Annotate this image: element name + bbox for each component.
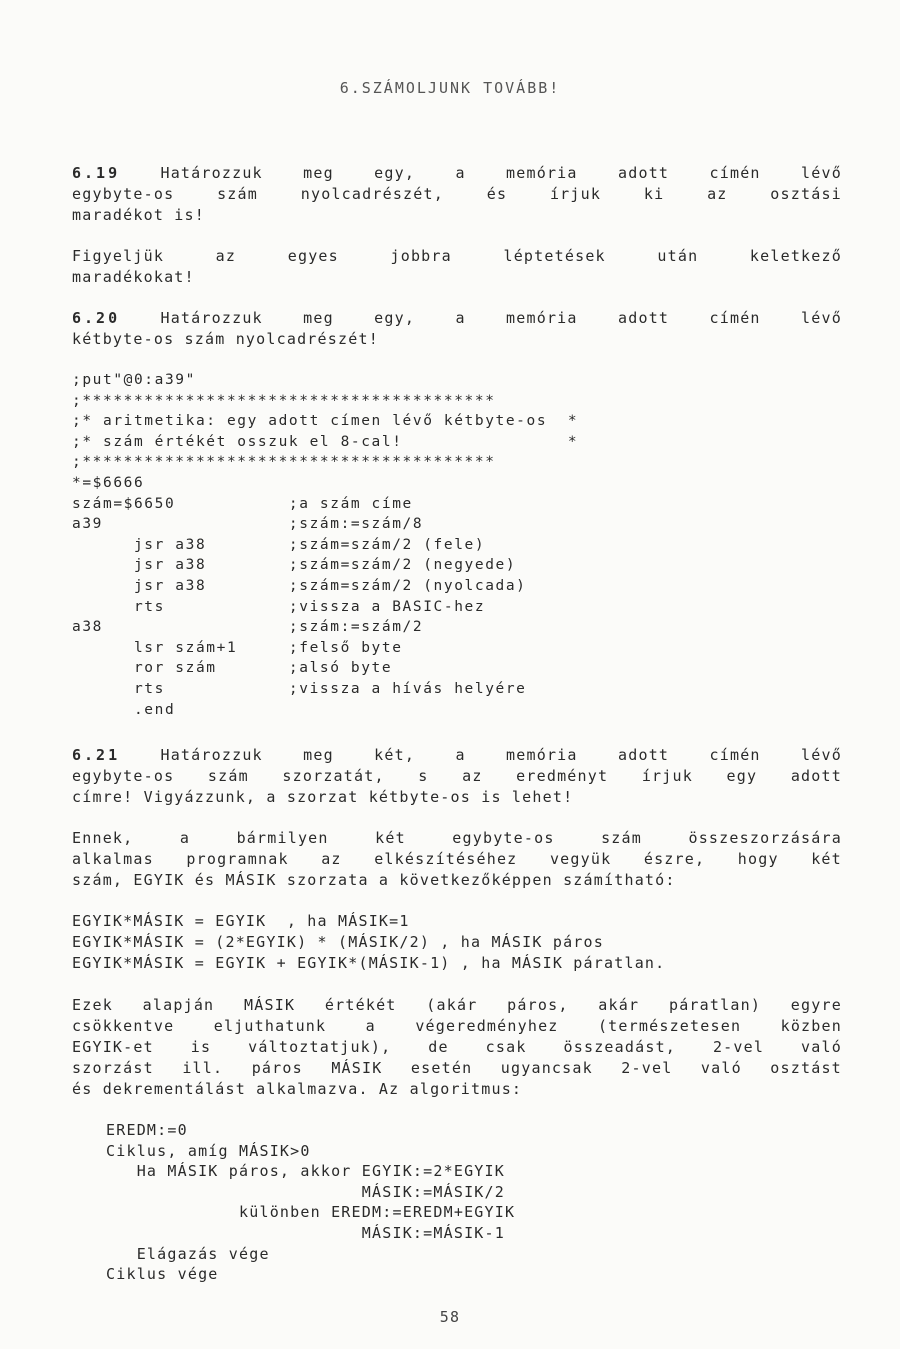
word: 2-vel — [621, 1059, 673, 1077]
word: osztási — [770, 185, 842, 203]
word: meg — [303, 746, 334, 764]
hint619-line1 — [72, 246, 842, 266]
word: szorzatát, — [282, 767, 385, 785]
para2-line2 — [72, 1016, 842, 1036]
word: (akár — [426, 996, 478, 1014]
word: s — [418, 767, 429, 785]
word: egyes — [287, 247, 339, 265]
word: való — [700, 1059, 742, 1077]
formula-3: EGYIK*MÁSIK = EGYIK + EGYIK*(MÁSIK-1) , ha MÁSIK páratlan. — [72, 954, 666, 972]
page-number: 58 — [439, 1308, 461, 1326]
word: észre, — [643, 850, 706, 868]
word: egyre — [790, 996, 842, 1014]
ex621-line1 — [72, 745, 842, 765]
word: után — [657, 247, 699, 265]
word: szám — [217, 185, 258, 203]
word: két — [811, 850, 842, 868]
para1-line2 — [72, 849, 842, 869]
word: címén — [709, 309, 761, 327]
word: léptetések — [503, 247, 606, 265]
word: ki — [643, 185, 665, 203]
ex620-line1 — [72, 308, 842, 328]
code-line: ;**************************************** — [72, 454, 496, 471]
word: 2-vel — [712, 1038, 765, 1056]
word: memória — [506, 309, 578, 327]
word: vegyük — [549, 850, 612, 868]
para1-line1 — [72, 828, 842, 848]
word: értékét — [324, 996, 397, 1014]
word: két — [375, 829, 406, 847]
ex620-line2: kétbyte-os szám nyolcadrészét! — [72, 330, 379, 348]
code-line: rts ;vissza a hívás helyére — [72, 681, 527, 697]
word: egy — [726, 767, 758, 785]
word: is — [190, 1038, 212, 1056]
word: EGYIK-et — [72, 1038, 154, 1056]
para1-line3: szám, EGYIK és MÁSIK szorzata a következőképpen számítható: — [72, 871, 676, 889]
word: meg — [303, 164, 334, 182]
word: keletkező — [749, 247, 842, 265]
code-line: a38 ;szám:=szám/2 — [72, 619, 424, 636]
word: esetén — [410, 1059, 473, 1077]
word: páratlan) — [668, 996, 762, 1014]
word: páros, — [507, 996, 569, 1014]
algorithm-line: MÁSIK:=MÁSIK/2 — [106, 1182, 505, 1201]
ex621-line3: címre! Vigyázzunk, a szorzat kétbyte-os is lehet! — [72, 788, 574, 806]
code-line: lsr szám+1 ;felső byte — [72, 639, 403, 656]
word: nyolcadrészét, — [300, 185, 444, 203]
formula-2: EGYIK*MÁSIK = (2*EGYIK) * (MÁSIK/2) , ha MÁSIK páros — [72, 933, 604, 951]
word: való — [801, 1038, 842, 1056]
word: szám — [601, 829, 642, 847]
word: adott — [618, 309, 670, 327]
word: meg — [303, 309, 334, 327]
code-line: jsr a38 ;szám=szám/2 (fele) — [72, 536, 486, 553]
word: Figyeljük — [72, 247, 165, 265]
exercise-number: 6.19 — [72, 164, 121, 182]
word: memória — [506, 164, 578, 182]
algorithm-line: EREDM:=0 — [106, 1121, 188, 1139]
word: osztást — [770, 1059, 842, 1077]
word: a — [365, 1017, 376, 1035]
word: adott — [618, 164, 670, 182]
code-line: ;**************************************** — [72, 392, 496, 409]
word: MÁSIK — [331, 1059, 383, 1077]
word: páros — [251, 1059, 303, 1077]
word: változtatjuk), — [248, 1038, 392, 1056]
word: Határozzuk — [160, 746, 263, 764]
word: egy, — [374, 164, 416, 182]
algorithm-line: Ciklus vége — [106, 1265, 219, 1284]
word: szorzást — [72, 1059, 154, 1077]
word: egybyte-os — [72, 185, 175, 203]
word: alapján — [142, 996, 215, 1014]
word: a — [455, 309, 466, 327]
code-line: a39 ;szám:=szám/8 — [72, 516, 424, 533]
word: címén — [709, 746, 761, 764]
word: lévő — [801, 309, 842, 327]
word: jobbra — [390, 247, 452, 265]
para2-line4 — [72, 1058, 842, 1078]
word: az — [462, 767, 483, 785]
para2-line3 — [72, 1037, 842, 1057]
word: Ezek — [72, 996, 113, 1014]
para2-line5: és dekrementálást alkalmazva. Az algoritmus: — [72, 1080, 523, 1098]
word: de — [428, 1038, 449, 1056]
word: egybyte-os — [452, 829, 555, 847]
word: programnak — [186, 850, 289, 868]
word: az — [321, 850, 342, 868]
word: elkészítéséhez — [374, 850, 518, 868]
algorithm-line: Ha MÁSIK páros, akkor EGYIK:=2*EGYIK — [106, 1162, 505, 1181]
word: összeadást, — [563, 1038, 677, 1056]
ex619-line1 — [72, 163, 842, 183]
exercise-number: 6.20 — [72, 309, 121, 327]
algorithm-line: Ciklus, amíg MÁSIK>0 — [106, 1141, 311, 1160]
word: ugyancsak — [500, 1059, 593, 1077]
code-line: rts ;vissza a BASIC-hez — [72, 598, 486, 615]
word: csökkentve — [72, 1017, 175, 1035]
word: egy, — [374, 309, 416, 327]
word: adott — [790, 767, 842, 785]
word: adott — [618, 746, 670, 764]
formula-1: EGYIK*MÁSIK = EGYIK , ha MÁSIK=1 — [72, 912, 410, 930]
code-line: ;* szám értékét osszuk el 8-cal! * — [72, 433, 579, 450]
word: végeredményhez — [415, 1017, 559, 1035]
word: Ennek, — [72, 829, 134, 847]
ex619-line3: maradékot is! — [72, 206, 205, 224]
word: és — [486, 185, 508, 203]
word: MÁSIK — [244, 996, 296, 1014]
word: egybyte-os — [72, 767, 175, 785]
word: szám — [207, 767, 249, 785]
code-line: jsr a38 ;szám=szám/2 (nyolcada) — [72, 578, 527, 594]
code-line: .end — [72, 701, 176, 718]
code-line: ;* aritmetika: egy adott címen lévő kétbyte-os * — [72, 413, 579, 430]
word: hogy — [737, 850, 779, 868]
word: Határozzuk — [160, 309, 263, 327]
word: lévő — [801, 164, 842, 182]
word: a — [455, 746, 466, 764]
word: ill. — [182, 1059, 224, 1077]
word: címén — [709, 164, 761, 182]
word: (természetesen — [597, 1017, 742, 1035]
word: két, — [374, 746, 416, 764]
algorithm-line: különben EREDM:=EREDM+EGYIK — [106, 1203, 516, 1222]
word: a — [455, 164, 466, 182]
word: az — [707, 185, 728, 203]
word: közben — [780, 1017, 842, 1035]
word: alkalmas — [72, 850, 154, 868]
code-line: jsr a38 ;szám=szám/2 (negyede) — [72, 557, 517, 574]
word: memória — [506, 746, 578, 764]
word: eredményt — [516, 767, 609, 785]
word: akár — [598, 996, 640, 1014]
para2-line1 — [72, 995, 842, 1015]
word: a — [179, 829, 191, 847]
code-line: szám=$6650 ;a szám címe — [72, 495, 413, 512]
algorithm-line: MÁSIK:=MÁSIK-1 — [106, 1224, 505, 1242]
word: bármilyen — [236, 829, 329, 847]
ex621-line2 — [72, 766, 842, 786]
algorithm-line: Elágazás vége — [106, 1244, 270, 1263]
word: az — [215, 247, 237, 265]
word: összeszorzására — [688, 829, 842, 847]
code-line: *=$6666 — [72, 475, 145, 491]
word: írjuk — [641, 767, 693, 785]
word: Határozzuk — [160, 164, 263, 182]
exercise-number: 6.21 — [72, 746, 121, 764]
word: csak — [485, 1038, 527, 1056]
hint619-line2: maradékokat! — [72, 268, 195, 286]
page-header: 6.SZÁMOLJUNK TOVÁBB! — [339, 79, 561, 97]
ex619-line2 — [72, 184, 842, 204]
code-line: ror szám ;alsó byte — [72, 660, 393, 677]
word: írjuk — [549, 185, 602, 203]
code-line: ;put"@0:a39" — [72, 372, 196, 388]
word: eljuthatunk — [213, 1017, 327, 1035]
word: lévő — [801, 746, 842, 764]
